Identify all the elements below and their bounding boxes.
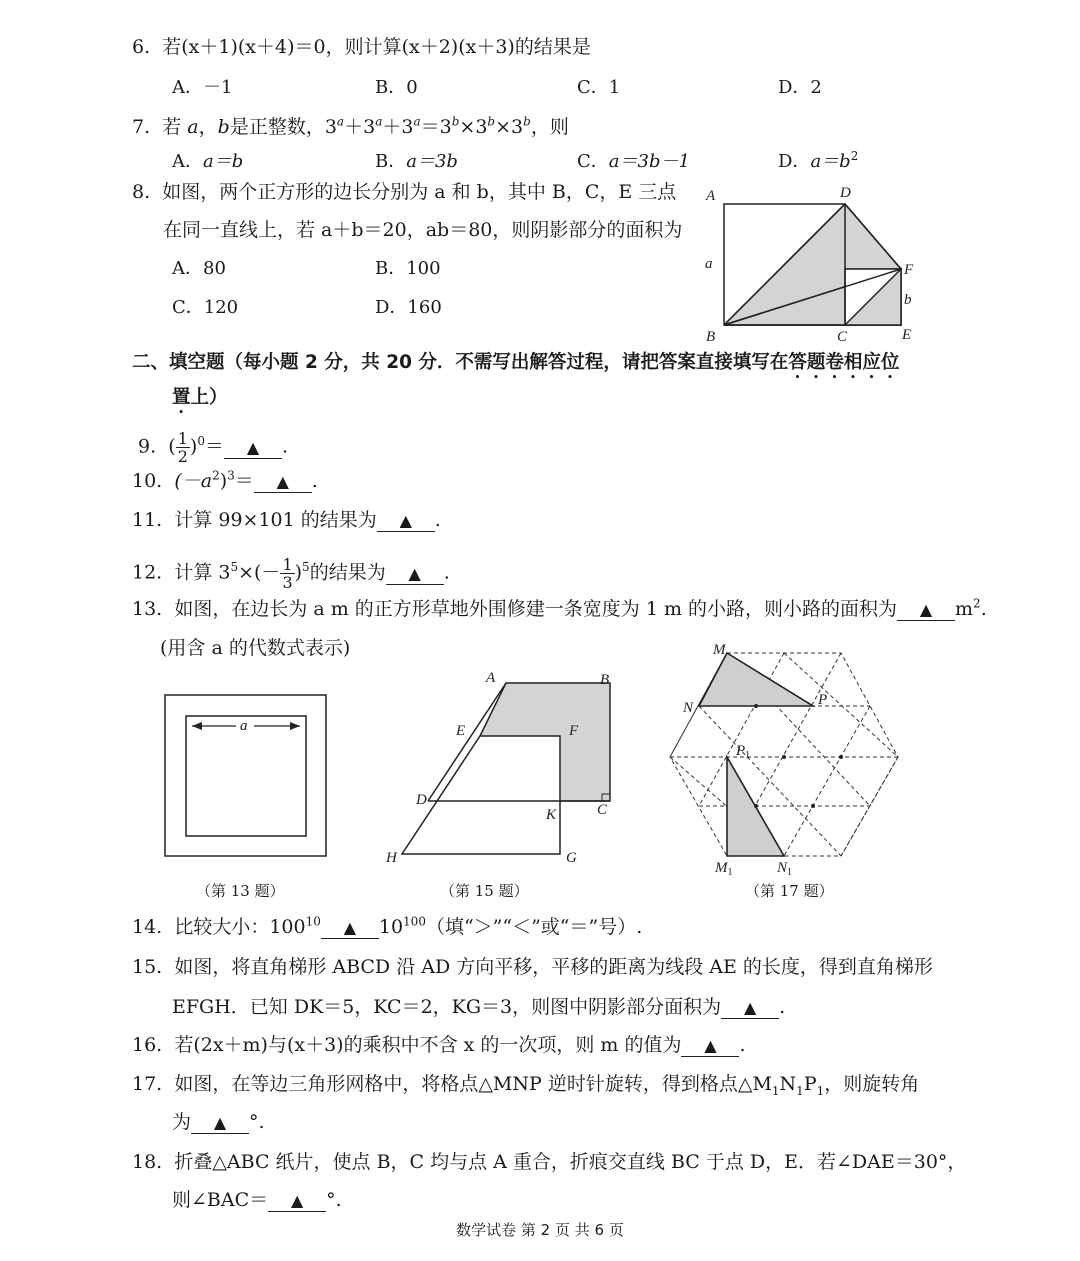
answer-blank[interactable]: ▲ (377, 511, 435, 532)
section-2-title-cont (172, 386, 228, 418)
option-expr: a＝3b－1 (608, 151, 690, 172)
frac-den: 2 (177, 447, 188, 466)
exponent: 5 (230, 560, 239, 575)
stem-text: 若(2x＋m)与(x＋3)的乘积中不含 x 的一次项，则 m 的值为 (174, 1034, 682, 1056)
comma: ， (198, 116, 218, 138)
question-number: 12. (132, 561, 163, 584)
caption-q13: （第 13 题） (196, 882, 285, 900)
question-number: 9. (138, 435, 157, 458)
var-b: b (217, 116, 230, 138)
question-number: 8. (132, 181, 151, 203)
q8-stem-line-2: 在同一直线上，若 a＋b＝20，ab＝80，则阴影部分的面积为 (163, 219, 683, 241)
question-number: 14. (132, 916, 163, 938)
figure-q8-squares (700, 180, 930, 345)
label-B: B (600, 672, 610, 688)
q8-option-b: B．100 (375, 258, 441, 279)
question-6 (132, 35, 591, 59)
label-letter: M (715, 860, 728, 876)
var-a: a (187, 116, 199, 138)
base: 3 (324, 116, 337, 138)
frac-den: 3 (282, 573, 293, 592)
figure-q13-square-path (160, 690, 332, 862)
q8-option-a: A．80 (172, 258, 226, 279)
answer-blank[interactable]: ▲ (191, 1113, 249, 1134)
label-letter: N (777, 860, 788, 876)
label-N: N (683, 700, 694, 716)
q6-option-a: A．－1 (172, 77, 233, 98)
q6-option-d: D．2 (778, 77, 822, 98)
arrow-left (192, 722, 202, 730)
question-12 (132, 556, 450, 591)
exponent: 2 (973, 596, 981, 611)
stem-text: °. (249, 1111, 265, 1133)
answer-blank[interactable]: ▲ (386, 564, 444, 585)
triangle-mnp (699, 653, 813, 706)
stem-line-1: 如图，将直角梯形 ABCD 沿 AD 方向平移，平移的距离为线段 AE 的长度，得到直角梯形 (174, 956, 933, 978)
question-7 (132, 115, 569, 139)
stem-text: ，则旋转角 (824, 1073, 920, 1095)
period: . (434, 509, 441, 531)
section-2-title (132, 351, 899, 383)
frac-num: 1 (177, 429, 188, 448)
grid-point (782, 755, 786, 759)
section-title-text: 二、填空题（每小题 2 分，共 20 分．不需写出解答过程，请把答案直接填写在 (132, 352, 789, 373)
shaded-region (480, 683, 610, 801)
exponent: b (523, 114, 531, 129)
frac-num: 1 (282, 555, 293, 574)
answer-blank[interactable]: ▲ (268, 1191, 326, 1212)
label-C: C (837, 329, 848, 345)
q7-option-c (577, 150, 690, 174)
question-number: 18. (132, 1151, 163, 1173)
exponent: 2 (850, 149, 859, 163)
label-M1 (714, 860, 733, 878)
option-expr: a＝b (203, 151, 244, 172)
inner-square (186, 716, 306, 836)
grid-point (839, 755, 843, 759)
exponent: 2 (212, 468, 220, 483)
q6-option-b: B．0 (375, 77, 418, 98)
option-label: A． (172, 151, 203, 172)
label-letter: P (736, 743, 746, 759)
q18-stem-line-2 (172, 1188, 342, 1212)
stem-text: ，则 (530, 116, 569, 138)
option-expr: a＝3b (406, 151, 458, 172)
stem-text: 10 (378, 916, 404, 938)
label-D: D (416, 792, 427, 808)
question-18 (132, 1150, 966, 1174)
answer-blank[interactable]: ▲ (224, 438, 282, 459)
stem-text: 则∠BAC＝ (172, 1189, 269, 1211)
question-number: 17. (132, 1073, 163, 1095)
exponent: 5 (302, 560, 310, 575)
answer-blank[interactable]: ▲ (721, 998, 779, 1019)
side-ad (428, 683, 506, 801)
period: . (779, 996, 786, 1018)
option-label: B． (375, 151, 407, 172)
question-number: 13. (132, 598, 163, 620)
question-number: 11. (132, 509, 163, 531)
label-C: C (597, 802, 608, 818)
exponent: b (487, 114, 496, 129)
label-E: E (902, 327, 912, 343)
label-F: F (569, 723, 579, 739)
figure-q17-triangle-grid (660, 640, 910, 880)
equals: ＝ (420, 116, 440, 138)
label-a: a (240, 718, 248, 734)
stem-text: P (803, 1073, 817, 1095)
exponent: 0 (197, 434, 205, 449)
q7-option-a (172, 150, 243, 174)
hexagon-outline (670, 653, 898, 856)
paren: ) (294, 561, 303, 584)
subscript: 1 (771, 1083, 780, 1098)
period: . (443, 561, 450, 584)
fraction (176, 430, 190, 465)
grid-lines (670, 653, 898, 856)
expression: (－a (174, 470, 213, 492)
question-number: 16. (132, 1034, 163, 1056)
stem-text: 如图，在边长为 a m 的正方形草地外围修建一条宽度为 1 m 的小路，则小路的面积为 (174, 598, 898, 620)
answer-blank[interactable]: ▲ (681, 1036, 739, 1057)
question-number: 10. (132, 470, 163, 492)
label-A: A (706, 188, 716, 204)
label-b: b (904, 292, 912, 308)
question-number: 6. (132, 36, 151, 58)
label-M: M (713, 642, 726, 658)
stem-text: 为 (172, 1111, 192, 1133)
stem-text: 的结果为 (309, 561, 386, 584)
label-subscript: 1 (745, 750, 751, 761)
stem-text: 计算 99×101 的结果为 (174, 509, 377, 531)
question-15 (132, 955, 933, 979)
paren: ) (219, 470, 228, 492)
stem-line-1: 如图，两个正方形的边长分别为 a 和 b，其中 B，C，E 三点 (162, 181, 677, 203)
grid-points (754, 704, 843, 808)
paren: ) (189, 435, 198, 458)
question-9 (132, 430, 288, 465)
q15-stem-line-2 (172, 995, 785, 1019)
stem-text: N (779, 1073, 797, 1095)
stem-text: 若 (162, 116, 182, 138)
caption-q15: （第 15 题） (440, 882, 529, 900)
grid-d (784, 706, 870, 856)
base: 3 (439, 116, 452, 138)
label-E: E (456, 723, 466, 739)
base: 3 (401, 116, 414, 138)
period: . (739, 1034, 746, 1056)
label-B: B (706, 329, 716, 345)
answer-blank[interactable]: ▲ (321, 918, 379, 939)
base: 3 (511, 116, 524, 138)
label-H: H (386, 850, 397, 866)
stem-line-2: EFGH．已知 DK＝5，KC＝2，KG＝3，则图中阴影部分面积为 (172, 996, 722, 1018)
paren: ( (168, 435, 176, 458)
option-expr: a＝b (810, 151, 851, 172)
label-P1 (735, 743, 750, 761)
q6-option-c: C．1 (577, 77, 621, 98)
equals: ＝ (204, 435, 224, 458)
label-K: K (546, 807, 557, 823)
page-footer: 数学试卷 第 2 页 共 6 页 (456, 1221, 624, 1239)
question-8 (132, 180, 676, 204)
option-label: C． (577, 151, 609, 172)
plus: ＋ (382, 116, 402, 138)
label-a: a (705, 256, 713, 272)
figure-q15-trapezoid (380, 668, 620, 873)
q8-option-d: D．160 (375, 297, 442, 318)
subscript: 1 (796, 1083, 804, 1098)
label-D: D (840, 185, 851, 201)
label-A: A (486, 670, 496, 686)
base: 3 (475, 116, 488, 138)
label-P: P (818, 692, 828, 708)
stem-text: （填“＞”“＜”或“＝”号）. (425, 916, 643, 938)
unit: m (955, 598, 974, 620)
answer-blank[interactable]: ▲ (897, 600, 955, 621)
label-N1 (776, 860, 792, 878)
grid-point (754, 804, 758, 808)
question-17 (132, 1072, 919, 1096)
stem-line-1: 折叠△ABC 纸片，使点 B，C 均与点 A 重合，折痕交直线 BC 于点 D，E．若∠DAE＝30°， (174, 1151, 967, 1173)
times: × (459, 116, 476, 138)
stem-text: 是正整数， (229, 116, 325, 138)
exponent: 10 (305, 914, 321, 929)
section-title-emphasis: 答题卷相应位 (788, 352, 900, 373)
exponent: 3 (227, 468, 235, 483)
stem-text: °. (326, 1189, 342, 1211)
exponent: a (375, 114, 383, 129)
exponent: a (336, 114, 345, 129)
label-F: F (904, 262, 914, 278)
grid-point (754, 704, 758, 708)
stem-text: 计算 3 (174, 561, 231, 584)
times: × (495, 116, 512, 138)
base: 3 (363, 116, 376, 138)
question-number: 7. (132, 116, 151, 138)
caption-q17: （第 17 题） (745, 882, 834, 900)
answer-blank[interactable]: ▲ (254, 472, 312, 493)
option-label: D． (778, 151, 811, 172)
period: . (281, 435, 289, 458)
fraction (280, 556, 294, 591)
period: . (311, 470, 318, 492)
question-stem: 若(x＋1)(x＋4)＝0，则计算(x＋2)(x＋3)的结果是 (162, 36, 591, 58)
question-14 (132, 915, 642, 939)
arrow-right (290, 722, 300, 730)
q8-option-c: C．120 (172, 297, 239, 318)
section-title-emphasis: 置 (172, 387, 191, 408)
q17-stem-line-2 (172, 1110, 265, 1134)
exponent: b (451, 114, 460, 129)
question-number: 15. (132, 956, 163, 978)
plus: ＋ (344, 116, 364, 138)
grid-point (811, 804, 815, 808)
label-G: G (566, 850, 577, 866)
stem-text: 如图，在等边三角形网格中，将格点△MNP 逆时针旋转，得到格点△M (174, 1073, 772, 1095)
q7-option-b (375, 150, 458, 174)
label-subscript: 1 (787, 867, 793, 878)
stem-text: 比较大小：100 (174, 916, 306, 938)
stem-text: ×(－ (238, 561, 281, 584)
period: . (980, 598, 987, 620)
question-13 (132, 597, 987, 621)
q7-option-d (778, 150, 858, 174)
q13-note: (用含 a 的代数式表示) (160, 637, 351, 659)
exponent: 100 (403, 914, 426, 929)
question-16 (132, 1033, 746, 1057)
section-title-text: 上） (190, 387, 228, 408)
question-10 (132, 469, 318, 493)
subscript: 1 (816, 1083, 825, 1098)
equals: ＝ (234, 470, 254, 492)
question-11 (132, 508, 441, 532)
exponent: a (413, 114, 421, 129)
label-subscript: 1 (727, 867, 733, 878)
